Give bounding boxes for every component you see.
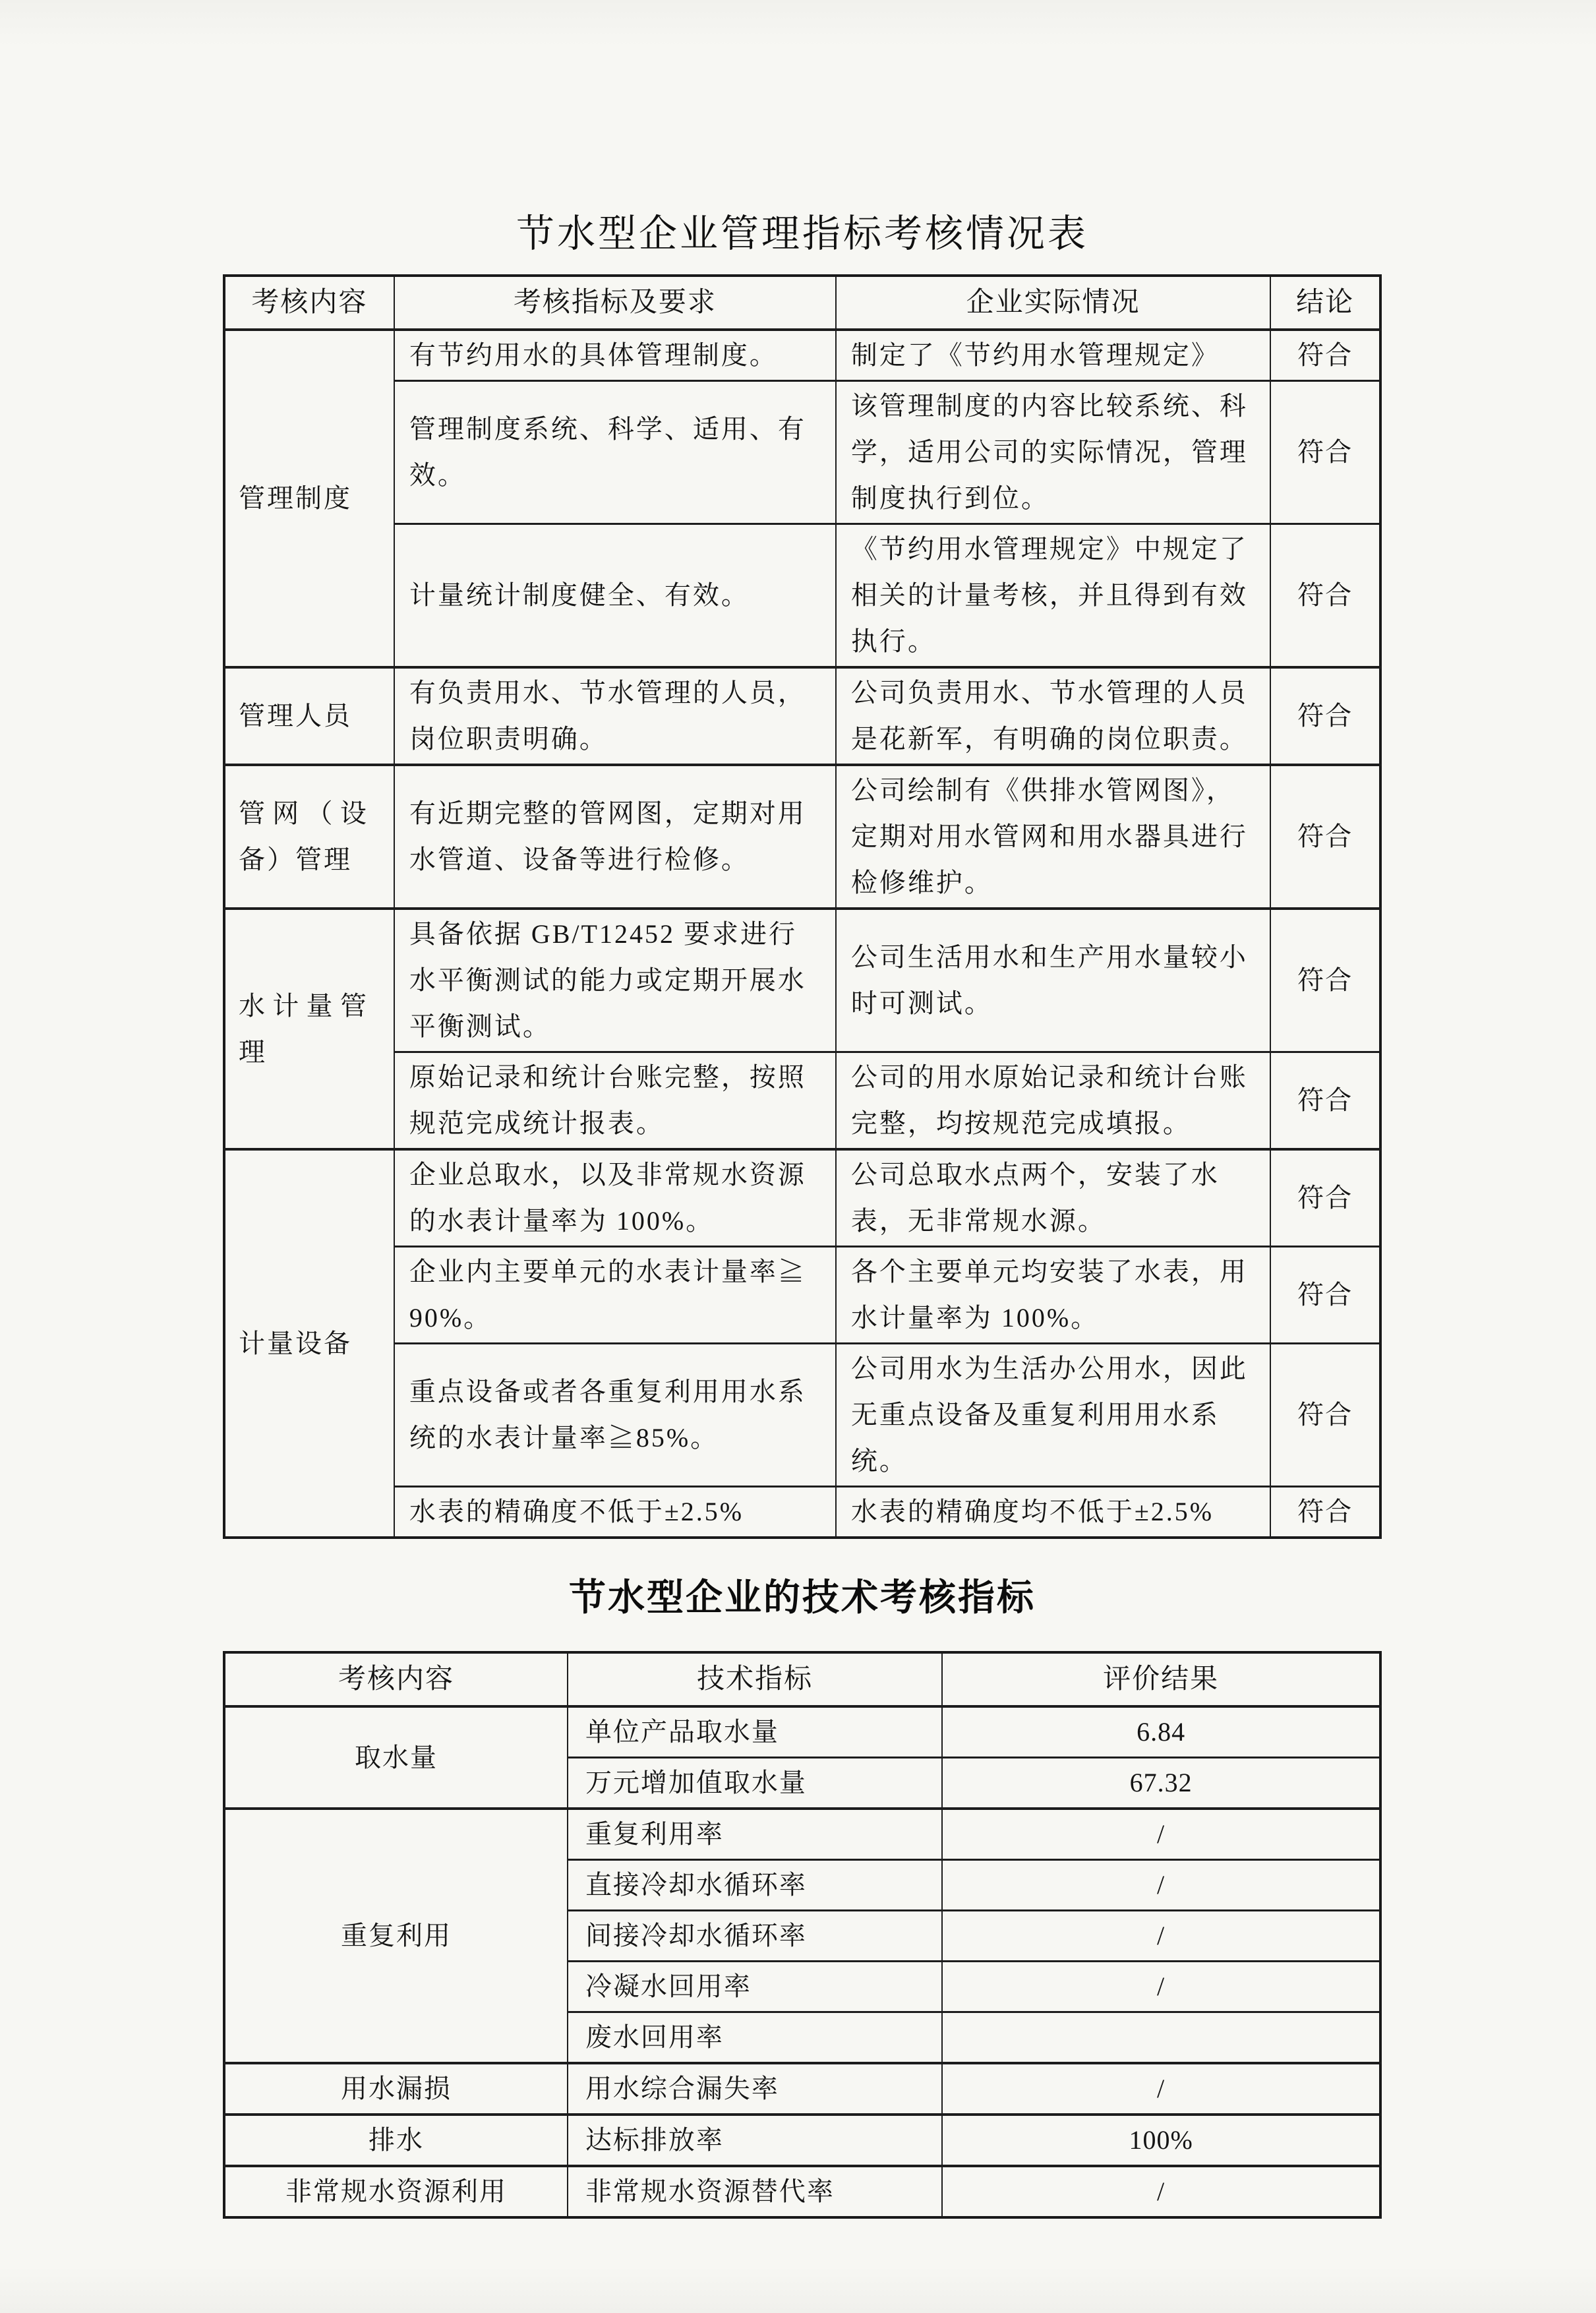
result-cell: /: [942, 1860, 1380, 1911]
conclusion-cell: 符合: [1270, 1052, 1380, 1150]
result-cell: [942, 2012, 1380, 2064]
tech-indicator-cell: 直接冷却水循环率: [568, 1860, 942, 1911]
table-row: [224, 1706, 1380, 1758]
table-header-row: [224, 1652, 1380, 1706]
table-row: [224, 1344, 1380, 1487]
actual-situation-cell: 公司生活用水和生产用水量较小时可测试。: [836, 909, 1271, 1052]
table-row: [224, 1809, 1380, 1860]
tech-indicator-cell: 万元增加值取水量: [568, 1758, 942, 1809]
indicator-cell: 水表的精确度不低于±2.5%: [394, 1487, 836, 1538]
indicator-cell: 重点设备或者各重复利用用水系统的水表计量率≧85%。: [394, 1344, 836, 1487]
table-row: [224, 381, 1380, 524]
conclusion-cell: 符合: [1270, 909, 1380, 1052]
indicator-cell: 管理制度系统、科学、适用、有效。: [394, 381, 836, 524]
conclusion-cell: 符合: [1270, 1487, 1380, 1538]
header-conclusion: 结论: [1270, 276, 1380, 330]
table-row: [224, 2115, 1380, 2166]
indicator-cell: 有负责用水、节水管理的人员，岗位职责明确。: [394, 667, 836, 765]
tech-indicator-cell: 非常规水资源替代率: [568, 2166, 942, 2217]
conclusion-cell: 符合: [1270, 1149, 1380, 1247]
result-cell: /: [942, 1911, 1380, 1962]
category-cell: 管理人员: [224, 667, 394, 765]
category-cell: 取水量: [224, 1706, 568, 1809]
conclusion-cell: 符合: [1270, 330, 1380, 381]
indicator-cell: 有节约用水的具体管理制度。: [394, 330, 836, 381]
category-cell: 用水漏损: [224, 2063, 568, 2115]
conclusion-cell: 符合: [1270, 381, 1380, 524]
result-cell: /: [942, 2063, 1380, 2115]
indicator-cell: 具备依据 GB/T12452 要求进行水平衡测试的能力或定期开展水平衡测试。: [394, 909, 836, 1052]
management-assessment-table: [223, 274, 1382, 1539]
technical-table-title: 节水型企业的技术考核指标: [569, 1577, 1036, 1618]
header-evaluation-result: 评价结果: [942, 1652, 1380, 1706]
category-cell: 管网（设备）管理: [224, 765, 394, 909]
management-table-body: [224, 330, 1380, 1538]
table-row: [224, 1247, 1380, 1344]
header-technical-indicator: 技术指标: [568, 1652, 942, 1706]
conclusion-cell: 符合: [1270, 667, 1380, 765]
result-cell: /: [942, 1962, 1380, 2012]
table-row: [224, 330, 1380, 381]
result-cell: /: [942, 2166, 1380, 2217]
actual-situation-cell: 制定了《节约用水管理规定》: [836, 330, 1271, 381]
header-indicator-requirement: 考核指标及要求: [394, 276, 836, 330]
indicator-cell: 企业内主要单元的水表计量率≧90%。: [394, 1247, 836, 1344]
category-cell: 计量设备: [224, 1149, 394, 1538]
document-content: [223, 0, 1382, 2219]
tech-indicator-cell: 间接冷却水循环率: [568, 1911, 942, 1962]
conclusion-cell: 符合: [1270, 1344, 1380, 1487]
actual-situation-cell: 各个主要单元均安装了水表，用水计量率为 100%。: [836, 1247, 1271, 1344]
actual-situation-cell: 公司用水为生活办公用水，因此无重点设备及重复利用用水系统。: [836, 1344, 1271, 1487]
indicator-cell: 计量统计制度健全、有效。: [394, 524, 836, 668]
table-row: [224, 2063, 1380, 2115]
tech-indicator-cell: 废水回用率: [568, 2012, 942, 2064]
indicator-cell: 企业总取水，以及非常规水资源的水表计量率为 100%。: [394, 1149, 836, 1247]
tech-indicator-cell: 冷凝水回用率: [568, 1962, 942, 2012]
actual-situation-cell: 公司总取水点两个，安装了水表，无非常规水源。: [836, 1149, 1271, 1247]
management-table-title: 节水型企业管理指标考核情况表: [516, 212, 1088, 255]
indicator-cell: 原始记录和统计台账完整，按照规范完成统计报表。: [394, 1052, 836, 1150]
result-cell: 100%: [942, 2115, 1380, 2166]
table-row: [224, 1149, 1380, 1247]
actual-situation-cell: 该管理制度的内容比较系统、科学，适用公司的实际情况，管理制度执行到位。: [836, 381, 1271, 524]
result-cell: 67.32: [942, 1758, 1380, 1809]
header-enterprise-actual: 企业实际情况: [836, 276, 1271, 330]
actual-situation-cell: 公司绘制有《供排水管网图》，定期对用水管网和用水器具进行检修维护。: [836, 765, 1271, 909]
table-header-row: [224, 276, 1380, 330]
table-row: [224, 1052, 1380, 1150]
table-row: [224, 765, 1380, 909]
indicator-cell: 有近期完整的管网图，定期对用水管道、设备等进行检修。: [394, 765, 836, 909]
technical-table-body: [224, 1706, 1380, 2217]
tech-indicator-cell: 用水综合漏失率: [568, 2063, 942, 2115]
conclusion-cell: 符合: [1270, 524, 1380, 668]
table-row: [224, 667, 1380, 765]
actual-situation-cell: 公司负责用水、节水管理的人员是花新军，有明确的岗位职责。: [836, 667, 1271, 765]
conclusion-cell: 符合: [1270, 1247, 1380, 1344]
header-assessment-content: 考核内容: [224, 1652, 568, 1706]
actual-situation-cell: 《节约用水管理规定》中规定了相关的计量考核，并且得到有效执行。: [836, 524, 1271, 668]
category-cell: 排水: [224, 2115, 568, 2166]
header-assessment-content: 考核内容: [224, 276, 394, 330]
actual-situation-cell: 公司的用水原始记录和统计台账完整，均按规范完成填报。: [836, 1052, 1271, 1150]
tech-indicator-cell: 达标排放率: [568, 2115, 942, 2166]
result-cell: 6.84: [942, 1706, 1380, 1758]
table-row: [224, 2166, 1380, 2217]
category-cell: 重复利用: [224, 1809, 568, 2063]
table-row: [224, 1487, 1380, 1538]
category-cell: 水计量管理: [224, 909, 394, 1149]
table-row: [224, 524, 1380, 668]
category-cell: 管理制度: [224, 330, 394, 667]
tech-indicator-cell: 单位产品取水量: [568, 1706, 942, 1758]
category-cell: 非常规水资源利用: [224, 2166, 568, 2217]
conclusion-cell: 符合: [1270, 765, 1380, 909]
result-cell: /: [942, 1809, 1380, 1860]
actual-situation-cell: 水表的精确度均不低于±2.5%: [836, 1487, 1271, 1538]
tech-indicator-cell: 重复利用率: [568, 1809, 942, 1860]
table-row: [224, 909, 1380, 1052]
technical-assessment-table: [223, 1651, 1382, 2219]
